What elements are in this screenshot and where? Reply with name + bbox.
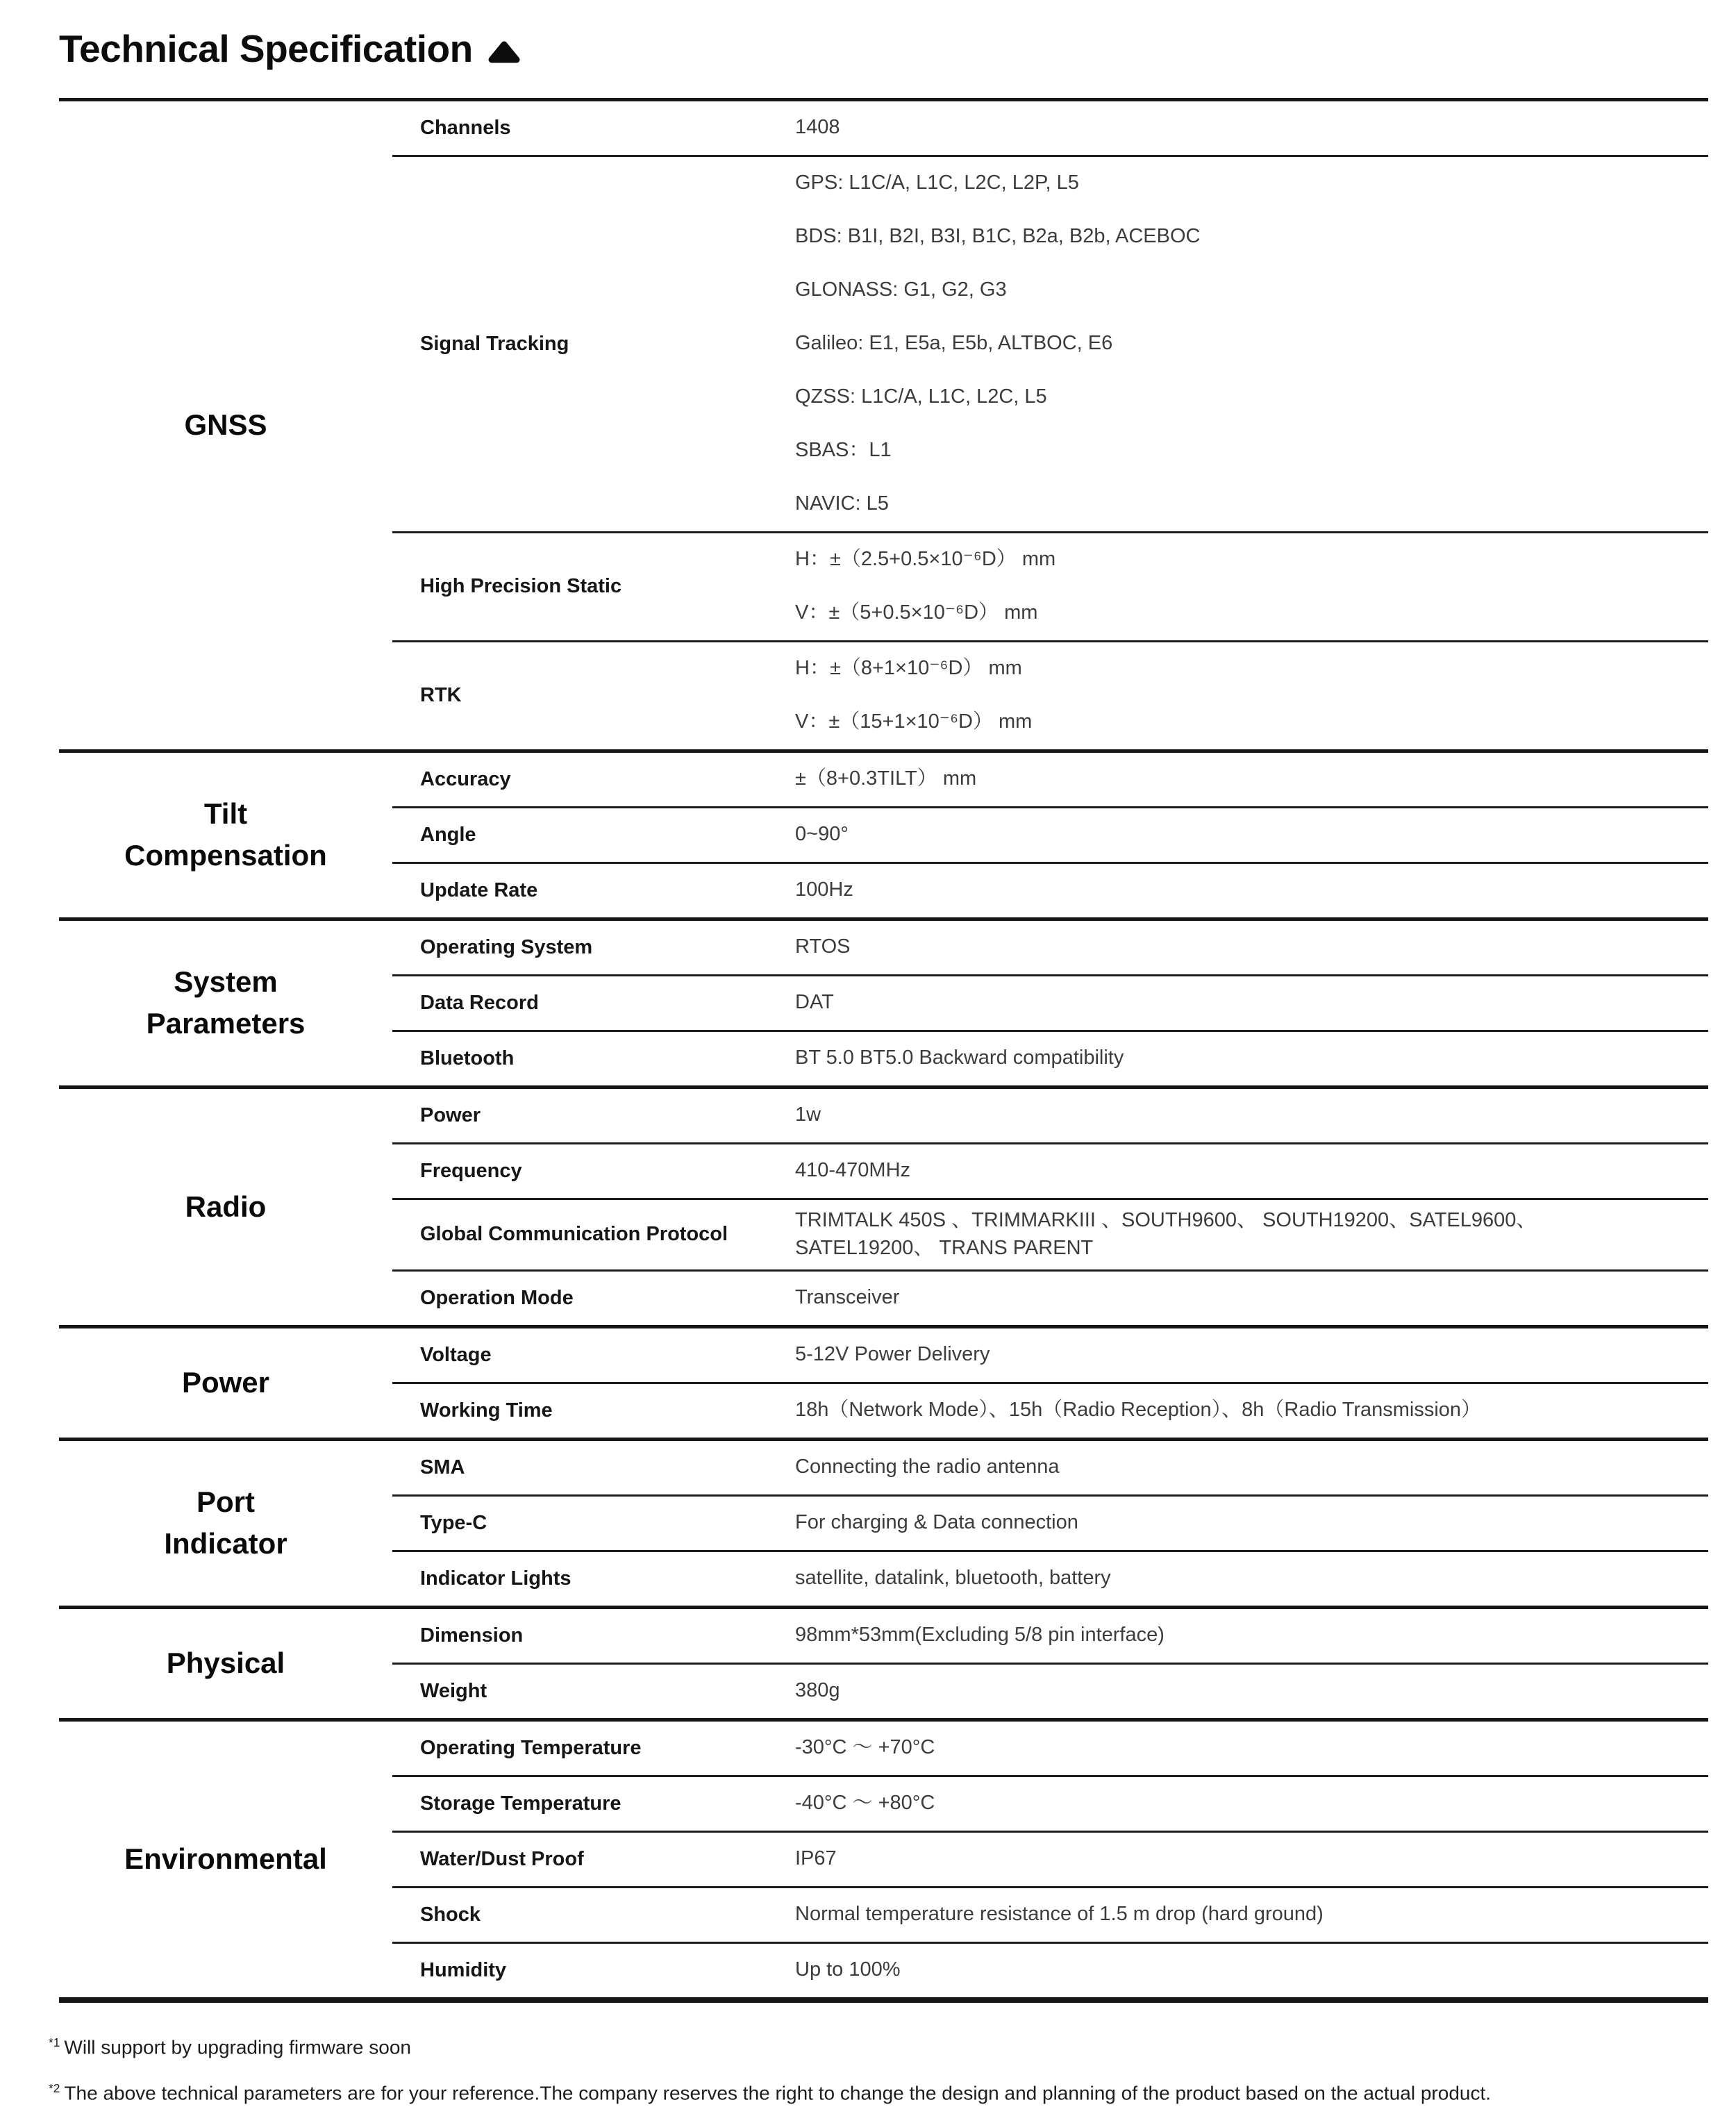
category-label-line: System	[174, 965, 278, 999]
spec-label: Power	[420, 1103, 481, 1126]
spec-value	[795, 864, 1708, 917]
spec-value-line: GPS: L1C/A, L1C, L2C, L2P, L5	[795, 172, 1079, 194]
category-label-line: Environmental	[124, 1842, 327, 1876]
spec-label: Indicator Lights	[420, 1567, 571, 1590]
spec-value-line: For charging & Data connection	[795, 1511, 1078, 1534]
spec-label: Shock	[420, 1903, 481, 1926]
spec-row	[392, 1142, 1708, 1198]
spec-row	[392, 1328, 1708, 1382]
spec-row	[392, 1942, 1708, 1997]
spec-row	[392, 531, 1708, 640]
spec-value-line: -30°C ～ +70°C	[795, 1736, 935, 1759]
spec-value	[795, 1833, 1708, 1886]
category-label	[59, 1089, 392, 1325]
category-label-line: Tilt	[203, 797, 248, 831]
spec-section	[59, 1609, 1708, 1722]
collapse-triangle-up-icon[interactable]	[488, 41, 520, 63]
spec-label: Humidity	[420, 1958, 507, 1981]
footnote-1-marker: *1	[49, 2035, 60, 2049]
spec-row	[392, 1089, 1708, 1142]
spec-value-line: GLONASS: G1, G2, G3	[795, 278, 1007, 301]
footnotes	[49, 2035, 1708, 2106]
spec-value	[795, 921, 1708, 974]
spec-value-line: Galileo: E1, E5a, E5b, ALTBOC, E6	[795, 332, 1113, 355]
spec-row	[392, 921, 1708, 974]
spec-value	[795, 1609, 1708, 1663]
spec-rows	[392, 1609, 1708, 1718]
category-label-line: Indicator	[164, 1527, 287, 1560]
category-label-line: Compensation	[124, 839, 327, 872]
spec-value-line: NAVIC: L5	[795, 492, 889, 515]
spec-section	[59, 101, 1708, 753]
category-label-line: Physical	[166, 1647, 285, 1680]
spec-row	[392, 640, 1708, 749]
spec-value-line: SATEL19200、 TRANS PARENT	[795, 1236, 1094, 1259]
spec-value	[795, 1722, 1708, 1775]
spec-value-line: 98mm*53mm(Excluding 5/8 pin interface)	[795, 1624, 1165, 1647]
footnote-2-text: The above technical parameters are for your reference.The company reserves the right to change the design and planning of the product based on the actual product.	[64, 2082, 1492, 2104]
spec-row	[392, 1663, 1708, 1718]
spec-row	[392, 1030, 1708, 1085]
spec-table	[59, 98, 1708, 2003]
spec-value-line: DAT	[795, 991, 834, 1014]
footnote-2-marker: *2	[49, 2081, 60, 2096]
spec-label: Operating System	[420, 935, 593, 958]
category-label-line: Power	[181, 1366, 270, 1399]
spec-value	[795, 101, 1708, 155]
spec-value-line: V：±（5+0.5×10⁻⁶D） mm	[795, 601, 1038, 624]
spec-row	[392, 155, 1708, 531]
spec-row	[392, 974, 1708, 1030]
spec-value	[795, 976, 1708, 1030]
spec-label: Voltage	[420, 1343, 492, 1366]
spec-label: Weight	[420, 1679, 487, 1702]
spec-label: Update Rate	[420, 878, 538, 901]
spec-value	[795, 1032, 1708, 1085]
spec-value	[795, 1552, 1708, 1606]
spec-value-line: 1408	[795, 116, 840, 139]
spec-value	[795, 1888, 1708, 1942]
spec-value-line: BT 5.0 BT5.0 Backward compatibility	[795, 1047, 1124, 1069]
spec-value	[795, 642, 1708, 749]
spec-value	[795, 1144, 1708, 1198]
footnote-1	[49, 2035, 1708, 2060]
spec-value-line: RTOS	[795, 935, 851, 958]
category-label	[59, 1441, 392, 1606]
spec-rows	[392, 1441, 1708, 1606]
spec-value-line: -40°C ～ +80°C	[795, 1792, 935, 1815]
spec-section	[59, 1722, 1708, 1997]
spec-value	[795, 753, 1708, 806]
spec-value	[795, 1497, 1708, 1550]
category-label-line: Port	[197, 1485, 255, 1519]
spec-value-line: Transceiver	[795, 1286, 900, 1309]
page-title: Technical Specification	[59, 27, 473, 70]
spec-label: Frequency	[420, 1159, 522, 1182]
footnote-1-text: Will support by upgrading firmware soon	[64, 2035, 411, 2058]
spec-row	[392, 1831, 1708, 1886]
spec-row	[392, 753, 1708, 806]
spec-value	[795, 1328, 1708, 1382]
spec-rows	[392, 1722, 1708, 1997]
spec-label: SMA	[420, 1456, 465, 1478]
spec-value-line: ±（8+0.3TILT） mm	[795, 767, 977, 790]
spec-row	[392, 806, 1708, 862]
spec-value-line: V：±（15+1×10⁻⁶D） mm	[795, 710, 1033, 733]
spec-value-line: 380g	[795, 1679, 840, 1702]
spec-value	[795, 808, 1708, 862]
spec-row	[392, 1550, 1708, 1606]
spec-label: Water/Dust Proof	[420, 1847, 584, 1870]
spec-label: Global Communication Protocol	[420, 1223, 728, 1246]
spec-row	[392, 1494, 1708, 1550]
spec-label: High Precision Static	[420, 575, 622, 598]
spec-value-line: 0~90°	[795, 823, 849, 846]
spec-value-line: 18h（Network Mode）、15h（Radio Reception）、8h（Radio Transmission）	[795, 1399, 1482, 1422]
spec-row	[392, 1722, 1708, 1775]
spec-label: Operating Temperature	[420, 1736, 642, 1759]
spec-value	[795, 1089, 1708, 1142]
spec-row	[392, 1609, 1708, 1663]
spec-label: Angle	[420, 823, 476, 846]
category-label-line: GNSS	[184, 408, 267, 442]
spec-label: Type-C	[420, 1511, 487, 1534]
spec-rows	[392, 753, 1708, 917]
spec-value	[795, 1207, 1708, 1263]
spec-value-line: 410-470MHz	[795, 1159, 911, 1182]
spec-label: RTK	[420, 684, 462, 707]
spec-row	[392, 862, 1708, 917]
spec-value-line: 5-12V Power Delivery	[795, 1343, 990, 1366]
category-label-line: Radio	[185, 1190, 267, 1223]
spec-label: Working Time	[420, 1399, 553, 1422]
spec-section	[59, 1089, 1708, 1328]
spec-value	[795, 1777, 1708, 1831]
spec-rows	[392, 921, 1708, 1085]
spec-value-line: SBAS：L1	[795, 439, 892, 462]
spec-rows	[392, 101, 1708, 749]
spec-label: Operation Mode	[420, 1286, 574, 1309]
spec-rows	[392, 1328, 1708, 1438]
category-label	[59, 1328, 392, 1438]
spec-label: Accuracy	[420, 767, 511, 790]
spec-row	[392, 1886, 1708, 1942]
spec-row	[392, 1441, 1708, 1494]
spec-label: Storage Temperature	[420, 1792, 621, 1815]
spec-value	[795, 157, 1708, 531]
spec-value	[795, 1944, 1708, 1997]
spec-section	[59, 753, 1708, 921]
spec-value-line: Normal temperature resistance of 1.5 m drop (hard ground)	[795, 1903, 1324, 1926]
spec-row	[392, 1382, 1708, 1438]
spec-label: Signal Tracking	[420, 332, 569, 355]
spec-value-line: QZSS: L1C/A, L1C, L2C, L5	[795, 385, 1047, 408]
spec-value	[795, 1272, 1708, 1325]
spec-section	[59, 1441, 1708, 1609]
spec-value-line: TRIMTALK 450S 、TRIMMARKIII 、SOUTH9600、 SOUTH19200、SATEL9600、	[795, 1208, 1537, 1231]
category-label	[59, 1722, 392, 1997]
footnote-2	[49, 2081, 1708, 2106]
spec-label: Bluetooth	[420, 1047, 515, 1069]
section-header[interactable]	[59, 28, 1708, 70]
spec-row	[392, 1269, 1708, 1325]
spec-value-line: Connecting the radio antenna	[795, 1456, 1060, 1478]
spec-row	[392, 1775, 1708, 1831]
spec-label: Dimension	[420, 1624, 524, 1647]
spec-row	[392, 1198, 1708, 1269]
spec-value-line: IP67	[795, 1847, 837, 1870]
spec-value-line: H：±（2.5+0.5×10⁻⁶D） mm	[795, 548, 1056, 571]
spec-value-line: Up to 100%	[795, 1958, 901, 1981]
category-label-line: Parameters	[146, 1007, 306, 1040]
category-label	[59, 1609, 392, 1718]
spec-value-line: 100Hz	[795, 878, 853, 901]
spec-value-line: H：±（8+1×10⁻⁶D） mm	[795, 657, 1022, 680]
spec-section	[59, 921, 1708, 1089]
spec-label: Channels	[420, 116, 511, 139]
spec-value	[795, 1441, 1708, 1494]
category-label	[59, 921, 392, 1085]
spec-value	[795, 1384, 1708, 1438]
spec-value-line: BDS: B1I, B2I, B3I, B1C, B2a, B2b, ACEBOC	[795, 225, 1201, 248]
category-label	[59, 753, 392, 917]
category-label	[59, 101, 392, 749]
spec-value-line: satellite, datalink, bluetooth, battery	[795, 1567, 1111, 1590]
spec-value	[795, 533, 1708, 640]
spec-rows	[392, 1089, 1708, 1325]
spec-row	[392, 101, 1708, 155]
spec-section	[59, 1328, 1708, 1441]
spec-value-line: 1w	[795, 1103, 821, 1126]
spec-label: Data Record	[420, 991, 539, 1014]
spec-value	[795, 1665, 1708, 1718]
